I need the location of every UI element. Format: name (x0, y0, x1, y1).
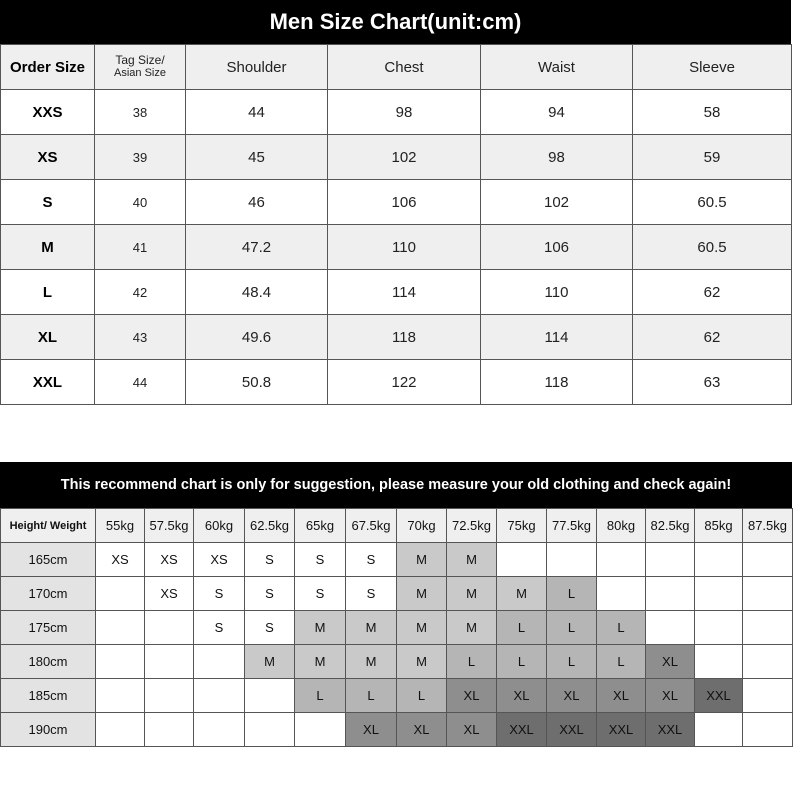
size-recommendation-cell: L (447, 645, 497, 679)
size-recommendation-cell: L (295, 679, 346, 713)
empty-cell (194, 645, 245, 679)
size-recommendation-cell: L (346, 679, 397, 713)
empty-cell (646, 543, 695, 577)
empty-cell (245, 713, 295, 747)
size-recommendation-cell: L (497, 645, 547, 679)
size-row (1, 315, 792, 360)
weight-header: 72.5kg (447, 509, 497, 543)
size-recommendation-cell: M (397, 577, 447, 611)
size-recommendation-cell: M (295, 645, 346, 679)
height-label: 185cm (1, 679, 96, 713)
size-recommendation-cell: XXL (497, 713, 547, 747)
size-recommendation-cell: XS (194, 543, 245, 577)
size-cell-sleeve: 60.5 (633, 225, 792, 270)
size-recommendation-cell: XS (145, 577, 194, 611)
size-cell-order: XXL (1, 360, 95, 405)
size-recommendation-cell: M (447, 577, 497, 611)
size-recommendation-cell: XL (346, 713, 397, 747)
weight-header: 77.5kg (547, 509, 597, 543)
weight-header: 82.5kg (646, 509, 695, 543)
height-label: 175cm (1, 611, 96, 645)
size-cell-sleeve: 60.5 (633, 180, 792, 225)
size-recommendation-cell: L (547, 577, 597, 611)
size-cell-shoulder: 44 (186, 90, 328, 135)
weight-header: 60kg (194, 509, 245, 543)
empty-cell (743, 713, 793, 747)
size-cell-order: XS (1, 135, 95, 180)
size-recommendation-cell: S (245, 577, 295, 611)
size-cell-waist: 102 (481, 180, 633, 225)
size-row (1, 135, 792, 180)
size-cell-shoulder: 48.4 (186, 270, 328, 315)
size-recommendation-cell: XXL (597, 713, 646, 747)
size-recommendation-cell: M (447, 543, 497, 577)
weight-header: 67.5kg (346, 509, 397, 543)
size-recommendation-cell: S (245, 543, 295, 577)
size-recommendation-cell: XL (497, 679, 547, 713)
empty-cell (597, 577, 646, 611)
size-recommendation-cell: S (194, 577, 245, 611)
empty-cell (145, 611, 194, 645)
size-row (1, 90, 792, 135)
size-cell-sleeve: 58 (633, 90, 792, 135)
empty-cell (695, 543, 743, 577)
weight-header: 62.5kg (245, 509, 295, 543)
size-recommendation-cell: L (397, 679, 447, 713)
empty-cell (145, 679, 194, 713)
size-recommendation-cell: M (295, 611, 346, 645)
size-cell-tag: 39 (95, 135, 186, 180)
height-label: 190cm (1, 713, 96, 747)
size-recommendation-cell: XL (447, 679, 497, 713)
header-order-size: Order Size (1, 45, 95, 90)
empty-cell (743, 611, 793, 645)
empty-cell (96, 645, 145, 679)
size-cell-order: XL (1, 315, 95, 360)
empty-cell (743, 679, 793, 713)
size-cell-sleeve: 62 (633, 315, 792, 360)
height-label: 170cm (1, 577, 96, 611)
size-cell-shoulder: 46 (186, 180, 328, 225)
weight-header: 85kg (695, 509, 743, 543)
size-recommendation-cell: M (346, 645, 397, 679)
size-table (0, 44, 792, 405)
weight-header: 70kg (397, 509, 447, 543)
empty-cell (497, 543, 547, 577)
header-chest: Chest (328, 45, 481, 90)
size-recommendation-cell: XS (96, 543, 145, 577)
empty-cell (194, 713, 245, 747)
header-tag-size (95, 45, 186, 90)
recommend-row (1, 577, 793, 611)
size-cell-waist: 98 (481, 135, 633, 180)
empty-cell (295, 713, 346, 747)
size-recommendation-cell: XXL (547, 713, 597, 747)
empty-cell (96, 577, 145, 611)
size-cell-sleeve: 63 (633, 360, 792, 405)
size-cell-chest: 122 (328, 360, 481, 405)
size-cell-tag: 42 (95, 270, 186, 315)
size-recommendation-cell: M (397, 645, 447, 679)
recommend-chart (0, 462, 792, 747)
empty-cell (245, 679, 295, 713)
empty-cell (96, 713, 145, 747)
size-recommendation-cell: L (547, 645, 597, 679)
size-recommendation-cell: XXL (695, 679, 743, 713)
weight-header: 57.5kg (145, 509, 194, 543)
height-label: 165cm (1, 543, 96, 577)
size-recommendation-cell: S (295, 577, 346, 611)
header-waist: Waist (481, 45, 633, 90)
empty-cell (547, 543, 597, 577)
size-row (1, 270, 792, 315)
size-cell-waist: 110 (481, 270, 633, 315)
recommend-table-header (1, 509, 793, 543)
empty-cell (194, 679, 245, 713)
height-weight-label: Height/ Weight (1, 509, 96, 543)
size-cell-tag: 43 (95, 315, 186, 360)
size-cell-order: L (1, 270, 95, 315)
size-recommendation-cell: XL (447, 713, 497, 747)
size-recommendation-cell: S (245, 611, 295, 645)
size-recommendation-cell: S (295, 543, 346, 577)
empty-cell (145, 713, 194, 747)
header-tag-size-line1: Tag Size/ (115, 53, 165, 67)
size-recommendation-cell: M (346, 611, 397, 645)
empty-cell (695, 713, 743, 747)
recommend-row (1, 713, 793, 747)
size-recommendation-cell: XL (547, 679, 597, 713)
size-recommendation-cell: XL (646, 645, 695, 679)
size-cell-chest: 98 (328, 90, 481, 135)
size-recommendation-cell: L (597, 645, 646, 679)
size-recommendation-cell: M (497, 577, 547, 611)
empty-cell (646, 611, 695, 645)
header-tag-size-line2: Asian Size (114, 67, 166, 79)
weight-header: 87.5kg (743, 509, 793, 543)
weight-header: 75kg (497, 509, 547, 543)
size-cell-order: S (1, 180, 95, 225)
size-recommendation-cell: M (245, 645, 295, 679)
empty-cell (695, 611, 743, 645)
recommend-row (1, 611, 793, 645)
size-recommendation-cell: XL (597, 679, 646, 713)
size-table-header (1, 45, 792, 90)
empty-cell (597, 543, 646, 577)
size-cell-order: M (1, 225, 95, 270)
recommend-row (1, 543, 793, 577)
header-sleeve: Sleeve (633, 45, 792, 90)
size-recommendation-cell: S (194, 611, 245, 645)
weight-header: 80kg (597, 509, 646, 543)
empty-cell (646, 577, 695, 611)
size-row (1, 180, 792, 225)
size-recommendation-cell: M (397, 611, 447, 645)
size-cell-chest: 114 (328, 270, 481, 315)
size-cell-waist: 114 (481, 315, 633, 360)
empty-cell (695, 645, 743, 679)
recommend-row (1, 645, 793, 679)
empty-cell (96, 611, 145, 645)
size-recommendation-cell: L (597, 611, 646, 645)
size-row (1, 360, 792, 405)
size-cell-shoulder: 49.6 (186, 315, 328, 360)
size-cell-waist: 94 (481, 90, 633, 135)
empty-cell (145, 645, 194, 679)
size-recommendation-cell: M (397, 543, 447, 577)
recommend-table (0, 508, 793, 747)
size-cell-chest: 106 (328, 180, 481, 225)
size-recommendation-cell: S (346, 543, 397, 577)
size-row (1, 225, 792, 270)
size-chart-title: Men Size Chart(unit:cm) (0, 0, 791, 44)
size-cell-chest: 110 (328, 225, 481, 270)
weight-header: 65kg (295, 509, 346, 543)
size-cell-tag: 41 (95, 225, 186, 270)
size-cell-shoulder: 47.2 (186, 225, 328, 270)
size-cell-waist: 106 (481, 225, 633, 270)
empty-cell (743, 577, 793, 611)
size-cell-waist: 118 (481, 360, 633, 405)
empty-cell (96, 679, 145, 713)
height-label: 180cm (1, 645, 96, 679)
empty-cell (743, 543, 793, 577)
size-cell-tag: 40 (95, 180, 186, 225)
size-recommendation-cell: XL (646, 679, 695, 713)
weight-header: 55kg (96, 509, 145, 543)
size-cell-shoulder: 50.8 (186, 360, 328, 405)
size-cell-sleeve: 62 (633, 270, 792, 315)
size-cell-tag: 38 (95, 90, 186, 135)
size-cell-shoulder: 45 (186, 135, 328, 180)
size-recommendation-cell: XXL (646, 713, 695, 747)
size-recommendation-cell: L (497, 611, 547, 645)
empty-cell (743, 645, 793, 679)
size-recommendation-cell: XL (397, 713, 447, 747)
recommend-chart-title: This recommend chart is only for suggestion, please measure your old clothing and check again! (0, 462, 792, 508)
size-recommendation-cell: L (547, 611, 597, 645)
size-cell-order: XXS (1, 90, 95, 135)
size-recommendation-cell: S (346, 577, 397, 611)
recommend-row (1, 679, 793, 713)
header-shoulder: Shoulder (186, 45, 328, 90)
empty-cell (695, 577, 743, 611)
size-recommendation-cell: M (447, 611, 497, 645)
size-cell-chest: 118 (328, 315, 481, 360)
size-cell-tag: 44 (95, 360, 186, 405)
size-recommendation-cell: XS (145, 543, 194, 577)
size-cell-sleeve: 59 (633, 135, 792, 180)
size-cell-chest: 102 (328, 135, 481, 180)
